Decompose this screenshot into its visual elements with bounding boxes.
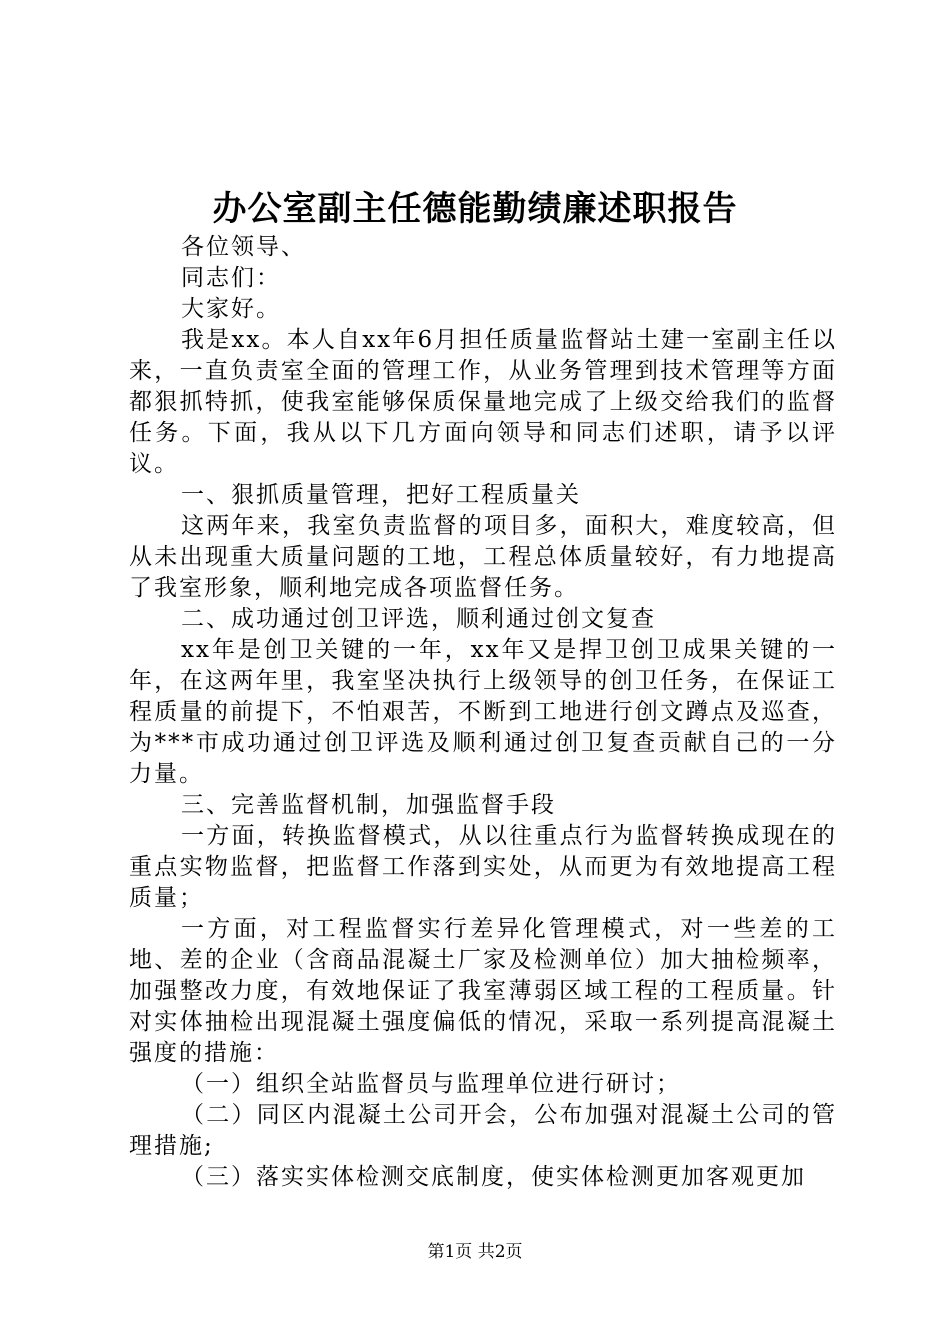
- paragraph-greeting: 大家好。: [181, 296, 281, 322]
- paragraph-section-2: xx年是创卫关键的一年，xx年又是捍卫创卫成果关键的一年，在这两年里，我室坚决执行上级领导的创卫任务，在保证工程质量的前提下，不怕艰苦，不断到工地进行创文蹲点及巡查，为***市成功通过创卫评选及顺利通过创卫复查贡献自己的一分力量。: [129, 637, 837, 787]
- paragraph-intro: 我是xx。本人自xx年6月担任质量监督站土建一室副主任以来，一直负责室全面的管理工作，从业务管理到技术管理等方面都狠抓特抓，使我室能够保质保量地完成了上级交给我们的监督任务。下面，我从以下几方面向领导和同志们述职，请予以评议。: [129, 327, 837, 477]
- paragraph-section-1: 这两年来，我室负责监督的项目多，面积大，难度较高，但从未出现重大质量问题的工地，工程总体质量较好，有力地提高了我室形象，顺利地完成各项监督任务。: [129, 513, 837, 601]
- section-heading-1: 一、狠抓质量管理，把好工程质量关: [181, 482, 581, 508]
- page-footer: 第1页 共2页: [427, 1242, 523, 1262]
- document-title: 办公室副主任德能勤绩廉述职报告: [212, 189, 738, 229]
- list-item-1: （一）组织全站监督员与监理单位进行研讨；: [181, 1071, 681, 1097]
- paragraph-section-3a: 一方面，转换监督模式，从以往重点行为监督转换成现在的重点实物监督，把监督工作落到实处，从而更为有效地提高工程质量；: [129, 823, 837, 911]
- section-heading-3: 三、完善监督机制，加强监督手段: [181, 792, 556, 818]
- paragraph-salutation-1: 各位领导、: [181, 234, 306, 260]
- paragraph-section-3b: 一方面，对工程监督实行差异化管理模式，对一些差的工地、差的企业（含商品混凝土厂家及检测单位）加大抽检频率，加强整改力度，有效地保证了我室薄弱区域工程的工程质量。针对实体抽检出现混凝土强度偏低的情况，采取一系列提高混凝土强度的措施：: [129, 916, 837, 1066]
- document-body: [129, 232, 837, 1193]
- list-item-2: （二）同区内混凝土公司开会，公布加强对混凝土公司的管理措施;: [129, 1102, 837, 1159]
- paragraph-salutation-2: 同志们：: [181, 265, 281, 291]
- section-heading-2: 二、成功通过创卫评选，顺利通过创文复查: [181, 606, 656, 632]
- list-item-3: （三）落实实体检测交底制度，使实体检测更加客观更加: [181, 1164, 806, 1190]
